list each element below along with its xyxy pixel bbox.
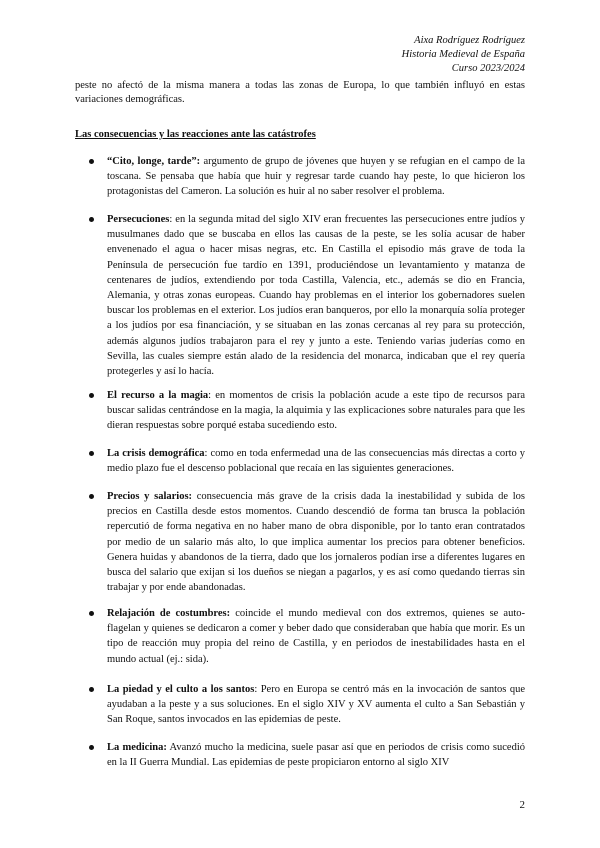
list-item [107,154,525,200]
item-text: Avanzó mucho la medicina, suele pasar así que en periodos de crisis como sucedió en la II Guerra Mundial. Las epidemias de peste propiciaron entorno al siglo XIV [107,742,525,769]
header-subject: Historia Medieval de España [401,49,525,60]
bullet-icon [89,393,94,398]
bullet-icon [89,159,94,164]
item-term: El recurso a la magia [107,390,209,401]
bullet-icon [89,687,94,692]
item-term: “Cito, longe, tarde”: [107,156,201,167]
list-item [107,212,525,379]
list-item [107,388,525,434]
bullet-icon [89,217,94,222]
item-term: Precios y salarios: [107,491,193,502]
item-text: : como en toda enfermedad una de las consecuencias más directas a corto y medio plazo fue el descenso poblacional que recaía en las siguientes generaciones. [107,448,526,475]
list-item [107,489,525,595]
item-text: coincide el mundo medieval con dos extremos, quienes se auto-flagelan y quienes se dedicaron a comer y beber dado que consideraban que había que morir. Es un tipo de reacción muy propia del reino de Castilla, y en periodos de inestabilidades hasta en el mundo actual (ej.: sida). [107,608,525,665]
bullet-icon [89,611,94,616]
bullet-icon [89,494,94,499]
item-term: Persecuciones [107,214,170,225]
item-term: La medicina: [107,742,167,753]
item-text: : en momentos de crisis la población acude a este tipo de recursos para buscar salidas centrándose en la magia, la alquimia y las explicaciones sobre naturales para que les dieran respuestas sobre porqué estaba sucediendo esto. [107,390,525,432]
item-text: : Pero en Europa se centró más en la invocación de santos que ayudaban a la peste y a sus soluciones. En el siglo XIV y XV aumenta el culto a San Sebastián y San Roque, santos invocados en las epidemias de peste. [107,684,525,726]
bullet-icon [89,745,94,750]
item-text: consecuencia más grave de la crisis dada la inestabilidad y subida de los precios en Castilla desde estos momentos. Cuando descendió de forma tan brusca la población repercutió de forma negativa en no haber mano de obra disponible, por lo tanto eran contratados por medio de un salario más alto, lo que implica aumentar los precios para obtener beneficios. Genera huidas y abandonos de la tierra, dado que los jornaleros podían irse a diferentes lugares en busca del salario que exijan si los dueños se niegan a pagarlos, y es así como quedando tierras sin trabajar y por ende abandonadas. [107,491,525,594]
header-course: Curso 2023/2024 [451,63,525,74]
header-author: Aixa Rodríguez Rodríguez [414,35,525,46]
list-item [107,740,525,770]
item-term: La crisis demográfica [107,448,205,459]
list-item [107,682,525,728]
list-item [107,446,525,476]
intro-paragraph: peste no afectó de la misma manera a todas las zonas de Europa, lo que también influyó en estas variaciones demográficas. [75,80,525,105]
item-term: Relajación de costumbres: [107,608,231,619]
item-text: : en la segunda mitad del siglo XIV eran frecuentes las persecuciones entre judíos y musulmanes dado que se buscaba en ellos las causas de la peste, se les solía acusar de haber envenenado el agua o hacer misas negras, etc. En Castilla el episodio más grave de toda la Península de persecución fue tardío en 1391, produciéndose un levantamiento y matanza de centenares de judíos, extendiendo por toda Castilla, Valencia, etc., además se dio en Francia, Alemania, y otras zonas europeas. Cuando hay problemas en el interior los gobernadores suelen buscar los problemas en el exterior. Los judíos eran banqueros, por ello la monarquía solía proteger a los judíos por esa financiación, y se situaban en las zonas cercanas al rey para su protección, además algunos judíos trabajaron para el rey y junto a este. Teniendo varias juderías como en Sevilla, las cuales siempre están alado de la residencia del monarca, indicaban que el rey quería protegerles y así lo hacía. [107,214,525,378]
bullet-icon [89,451,94,456]
item-text: argumento de grupo de jóvenes que huyen y se refugian en el campo de la toscana. Se pensaba que había que huir y regresar tarde cuando hay peste, lo que hicieron los protagonistas del Cameron. La solución es huir al no saber resolver el problema. [107,156,525,198]
page-number: 2 [519,799,525,811]
item-term: La piedad y el culto a los santos [107,684,255,695]
list-item [107,606,525,667]
section-title: Las consecuencias y las reacciones ante las catástrofes [75,129,316,140]
page-header [402,34,525,76]
